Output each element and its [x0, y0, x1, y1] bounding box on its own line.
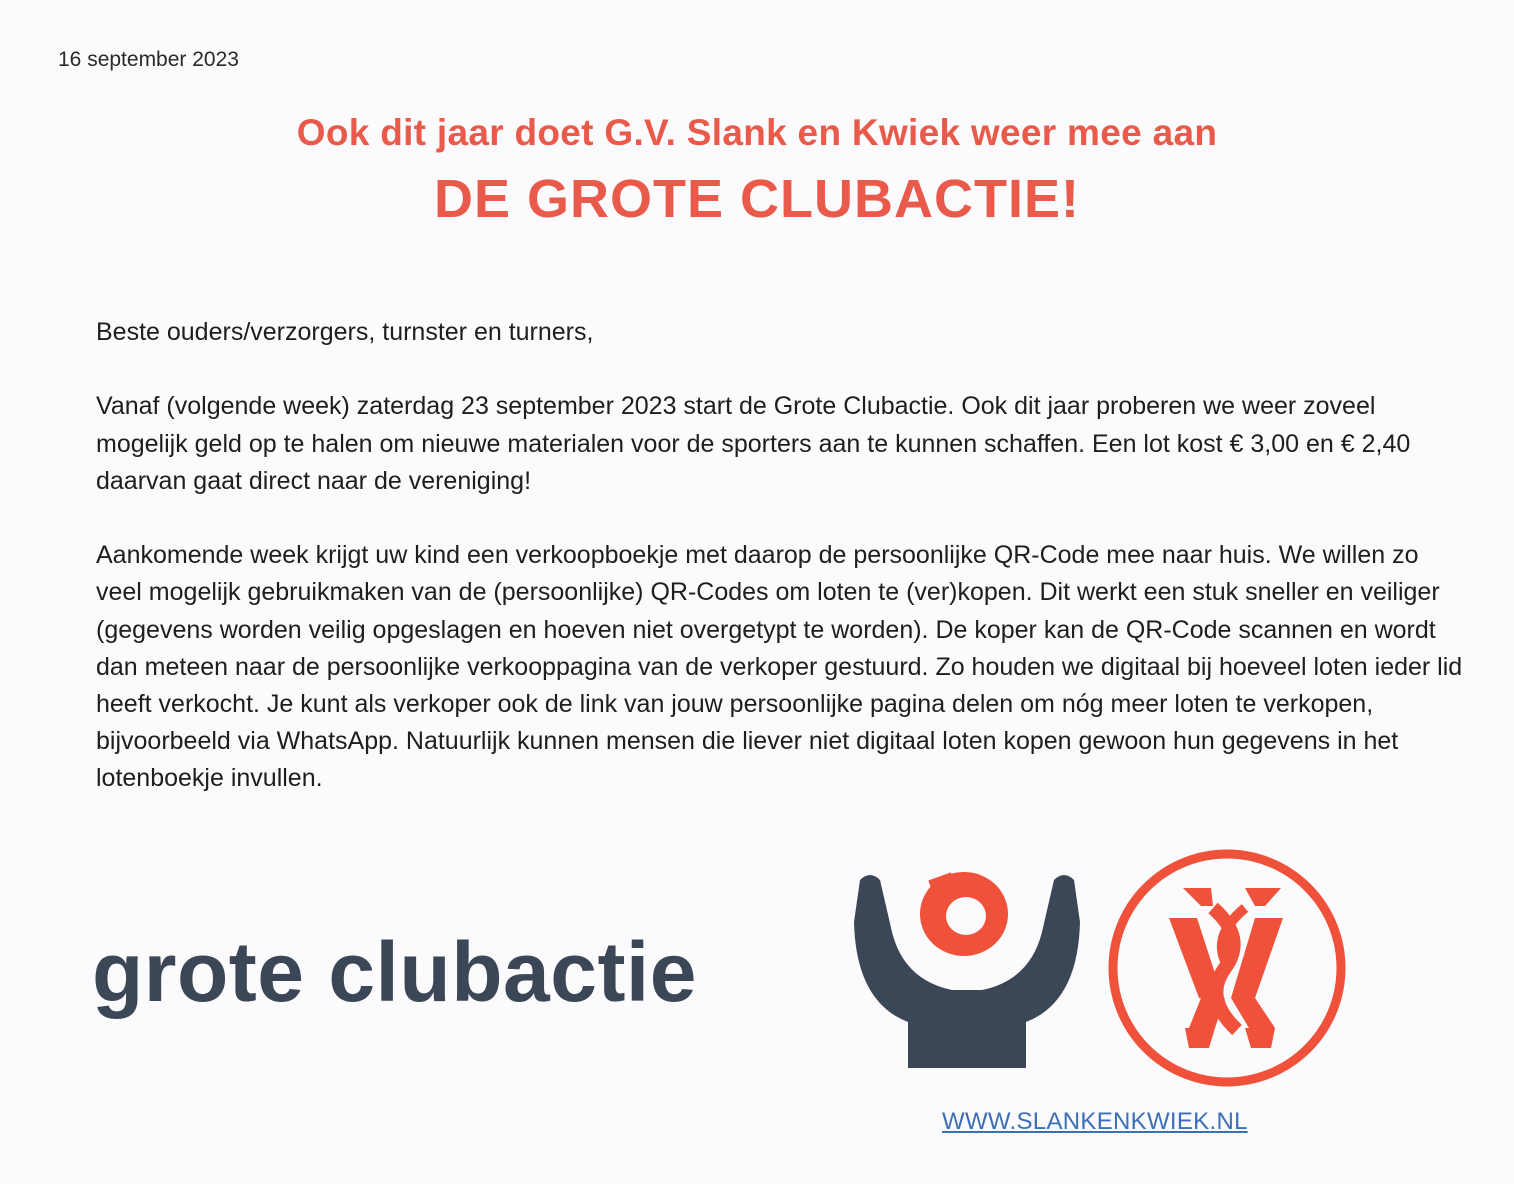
document-date: 16 september 2023 [58, 48, 239, 71]
slank-en-kwiek-emblem-icon [1105, 848, 1355, 1098]
paragraph-qr-codes: Aankomende week krijgt uw kind een verkoopboekje met daarop de persoonlijke QR-Code mee naar huis. We willen zo veel mogelijk gebruikmaken van de (persoonlijke) QR-Codes om loten te (ver)kopen. Dit werkt een stuk sneller en veiliger (gegevens worden veilig opgeslagen en hoeven niet overgetypt te worden). De koper kan de QR-Code scannen en wordt dan meteen naar de persoonlijke verkooppagina van de verkoper gestuurd. Zo houden we digitaal bij hoeveel loten ieder lid heeft verkocht. Je kunt als verkoper ook de link van jouw persoonlijke pagina delen om nóg meer loten te verkopen, bijvoorbeeld via WhatsApp. Natuurlijk kunnen mensen die liever niet digitaal loten kopen gewoon hun gegevens in het lotenboekje invullen. [96, 541, 1463, 793]
headline-title: DE GROTE CLUBACTIE! [434, 169, 1080, 229]
paragraph-start-date: Vanaf (volgende week) zaterdag 23 september 2023 start de Grote Clubactie. Ook dit jaar proberen we weer zoveel mogelijk geld op te halen om nieuwe materialen voor de sporters aan te kunnen schaffen. Een lot kost € 3,00 en € 2,40 daarvan gaat direct naar de vereniging! [96, 392, 1411, 495]
grote-clubactie-logo-text: grote clubactie [92, 925, 697, 1019]
greeting: Beste ouders/verzorgers, turnster en turners, [96, 318, 594, 346]
headline-intro: Ook dit jaar doet G.V. Slank en Kwiek weer mee aan [296, 112, 1218, 153]
website-link[interactable]: WWW.SLANKENKWIEK.NL [942, 1108, 1248, 1135]
grote-clubactie-figure-icon [842, 862, 1092, 1079]
letter-body [96, 314, 1466, 835]
